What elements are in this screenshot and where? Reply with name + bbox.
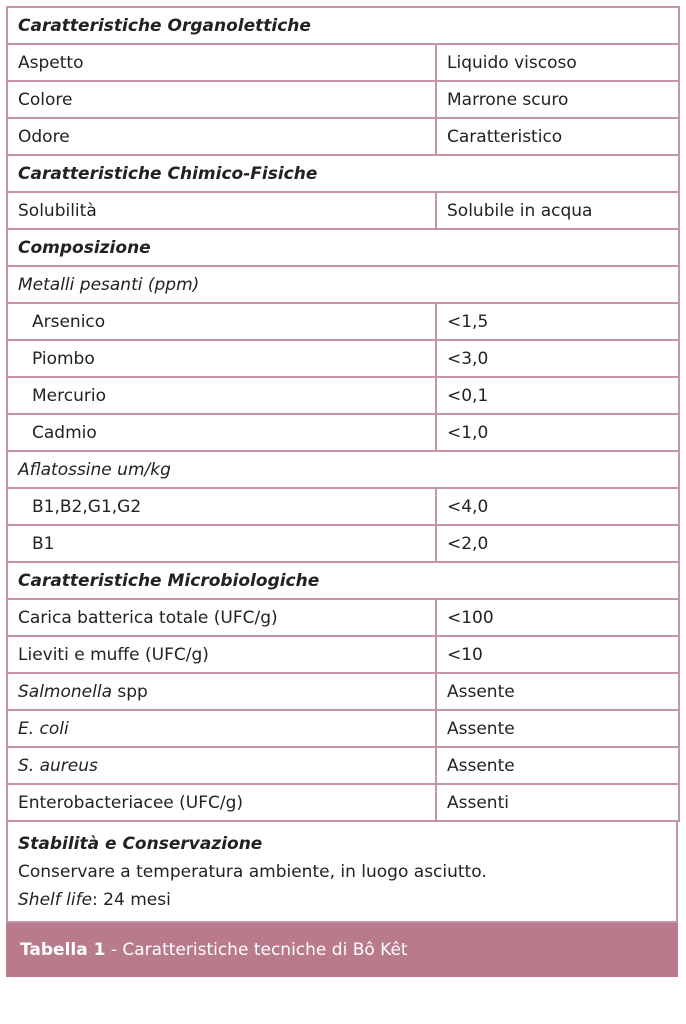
row-value: <2,0 bbox=[436, 525, 679, 562]
table-row bbox=[7, 81, 679, 118]
subsection-heavy-metals bbox=[7, 266, 679, 303]
row-value: <0,1 bbox=[436, 377, 679, 414]
table-row bbox=[7, 525, 679, 562]
table-row bbox=[7, 747, 679, 784]
table-row bbox=[7, 710, 679, 747]
species-suffix: spp bbox=[112, 681, 148, 702]
section-title: Caratteristiche Chimico-Fisiche bbox=[7, 155, 679, 192]
species-name: E. coli bbox=[18, 718, 69, 739]
row-label: Solubilità bbox=[7, 192, 436, 229]
caption-label: Tabella 1 bbox=[20, 940, 106, 960]
table-caption bbox=[6, 923, 678, 977]
row-value: Marrone scuro bbox=[436, 81, 679, 118]
row-value: Assenti bbox=[436, 784, 679, 821]
row-value: <100 bbox=[436, 599, 679, 636]
row-label bbox=[7, 710, 436, 747]
row-label: Odore bbox=[7, 118, 436, 155]
row-value: Solubile in acqua bbox=[436, 192, 679, 229]
section-organoleptic bbox=[7, 7, 679, 44]
row-value: <3,0 bbox=[436, 340, 679, 377]
section-title: Caratteristiche Organolettiche bbox=[7, 7, 679, 44]
row-value: <1,0 bbox=[436, 414, 679, 451]
table-row bbox=[7, 599, 679, 636]
table-row bbox=[7, 377, 679, 414]
table-row bbox=[7, 784, 679, 821]
row-label: Piombo bbox=[7, 340, 436, 377]
row-label: Aspetto bbox=[7, 44, 436, 81]
table-row bbox=[7, 44, 679, 81]
shelf-life-value: : 24 mesi bbox=[92, 890, 171, 910]
row-label: B1,B2,G1,G2 bbox=[7, 488, 436, 525]
table-row bbox=[7, 636, 679, 673]
table-row bbox=[7, 414, 679, 451]
row-value: <1,5 bbox=[436, 303, 679, 340]
table-row bbox=[7, 303, 679, 340]
row-label bbox=[7, 747, 436, 784]
row-label: Cadmio bbox=[7, 414, 436, 451]
row-label: B1 bbox=[7, 525, 436, 562]
row-value: Assente bbox=[436, 673, 679, 710]
technical-sheet bbox=[6, 6, 678, 977]
row-label: Colore bbox=[7, 81, 436, 118]
table-row bbox=[7, 192, 679, 229]
row-label: Enterobacteriacee (UFC/g) bbox=[7, 784, 436, 821]
storage-instructions: Conservare a temperatura ambiente, in luogo asciutto. bbox=[18, 862, 487, 882]
row-value: Assente bbox=[436, 710, 679, 747]
table-row bbox=[7, 673, 679, 710]
stability-heading: Stabilità e Conservazione bbox=[18, 834, 263, 854]
section-chemical-physical bbox=[7, 155, 679, 192]
subsection-title: Metalli pesanti (ppm) bbox=[7, 266, 679, 303]
row-label: Arsenico bbox=[7, 303, 436, 340]
subsection-aflatoxins bbox=[7, 451, 679, 488]
characteristics-table bbox=[6, 6, 680, 822]
species-name: S. aureus bbox=[18, 755, 98, 776]
row-value: <4,0 bbox=[436, 488, 679, 525]
table-row bbox=[7, 340, 679, 377]
section-title: Composizione bbox=[7, 229, 679, 266]
section-composition bbox=[7, 229, 679, 266]
row-label: Carica batterica totale (UFC/g) bbox=[7, 599, 436, 636]
table-row bbox=[7, 488, 679, 525]
row-label bbox=[7, 673, 436, 710]
section-microbiological bbox=[7, 562, 679, 599]
row-label: Mercurio bbox=[7, 377, 436, 414]
section-title: Caratteristiche Microbiologiche bbox=[7, 562, 679, 599]
row-value: Liquido viscoso bbox=[436, 44, 679, 81]
row-value: Caratteristico bbox=[436, 118, 679, 155]
stability-section bbox=[6, 822, 678, 923]
subsection-title: Aflatossine um/kg bbox=[7, 451, 679, 488]
table-row bbox=[7, 118, 679, 155]
shelf-life-label: Shelf life bbox=[18, 890, 93, 910]
row-value: Assente bbox=[436, 747, 679, 784]
row-label: Lieviti e muffe (UFC/g) bbox=[7, 636, 436, 673]
row-value: <10 bbox=[436, 636, 679, 673]
caption-text: - Caratteristiche tecniche di Bô Kêt bbox=[105, 940, 408, 960]
species-name: Salmonella bbox=[18, 681, 112, 702]
